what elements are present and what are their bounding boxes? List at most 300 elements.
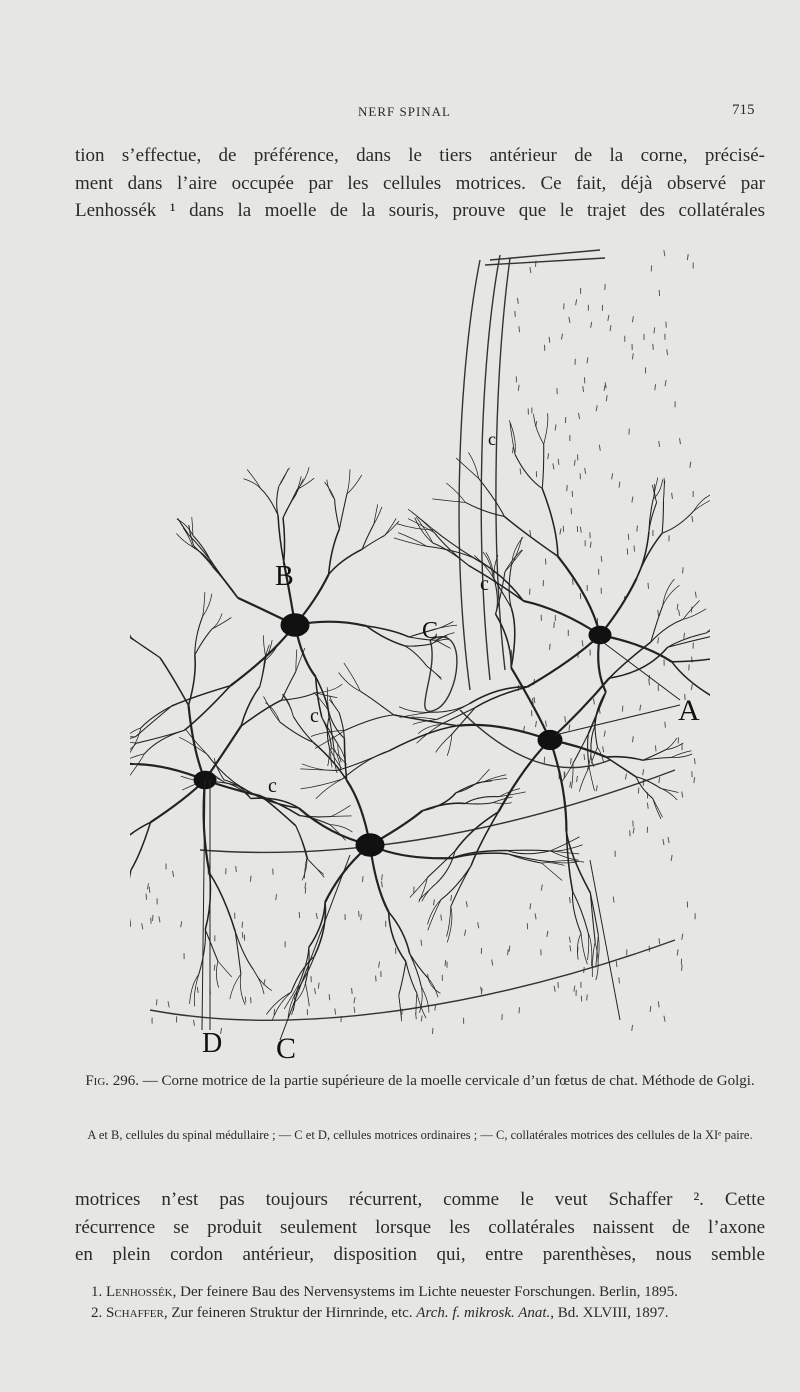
stipple-dash: [354, 997, 355, 1003]
stipple-dash: [530, 267, 531, 273]
neuron-cells: [194, 614, 611, 856]
label-B: B: [275, 561, 294, 592]
dendrite: [339, 673, 361, 692]
dendrite: [344, 738, 346, 780]
stipple-dash: [359, 911, 360, 917]
dendrite: [577, 934, 581, 960]
stipple-dash: [558, 459, 559, 465]
stipple-dash: [658, 610, 659, 616]
stipple-dash: [362, 876, 363, 882]
stipple-dash: [580, 527, 581, 533]
dendrite: [653, 799, 663, 818]
dendrite: [195, 616, 203, 655]
dendrite: [471, 812, 498, 866]
stipple-dash: [604, 385, 605, 391]
stipple-dash: [682, 567, 683, 573]
footnote-author: Lenhossék: [106, 1284, 173, 1300]
stipple-dash: [664, 1016, 665, 1022]
dendrite: [663, 481, 664, 502]
dendrite: [422, 883, 437, 901]
stipple-dash: [276, 894, 277, 900]
stipple-dash: [596, 785, 597, 791]
stipple-dash: [667, 349, 668, 355]
stipple-dash: [632, 1025, 633, 1031]
stipple-dash: [318, 983, 319, 989]
stipple-dash: [149, 887, 150, 893]
dendrite: [296, 648, 305, 671]
stipple-dash: [692, 516, 693, 522]
label-c-4: c: [488, 429, 496, 449]
stipple-dash: [654, 327, 655, 333]
stipple-dash: [584, 754, 585, 760]
footnote-journal: Arch. f. mikrosk. Anat.: [416, 1305, 551, 1321]
label-c-2: c: [268, 775, 277, 797]
dendrite: [600, 578, 637, 635]
stipple-dash: [509, 946, 510, 952]
stipple-dash: [561, 334, 562, 340]
stipple-dash: [445, 960, 446, 966]
figure-number: Fig. 296.: [85, 1073, 140, 1089]
stipple-dash: [535, 913, 536, 919]
dendrite: [230, 974, 241, 999]
dendrite: [308, 859, 324, 874]
stipple-dash: [194, 1020, 195, 1026]
dendrite: [581, 934, 587, 965]
dendrite: [280, 722, 314, 742]
stipple-dash: [305, 882, 306, 888]
stipple-dash: [555, 424, 556, 430]
dendrite: [479, 479, 505, 517]
dendrite: [331, 805, 350, 816]
stipple-dash: [632, 316, 633, 322]
stipple-dash: [354, 1007, 355, 1013]
dendrite: [511, 608, 515, 668]
stipple-dash: [590, 542, 591, 548]
stipple-dash: [549, 337, 550, 343]
stipple-dash: [519, 326, 520, 332]
stipple-dash: [655, 745, 656, 751]
dendrite: [309, 902, 325, 947]
stipple-dash: [520, 468, 521, 474]
dendrite: [542, 863, 562, 880]
stipple-dash: [250, 997, 251, 1003]
dendrite: [329, 549, 363, 574]
cell-body: [538, 730, 562, 749]
stipple-dash: [603, 746, 604, 752]
stipple-dash: [659, 777, 660, 783]
stipple-dash: [610, 325, 611, 331]
label-A: A: [678, 694, 700, 727]
stipple-dash: [214, 965, 215, 971]
dendrite: [672, 656, 710, 662]
stipple-dash: [236, 866, 237, 872]
stipple-dash: [677, 949, 678, 955]
figure-legend: A et B, cellules du spinal médullaire ; — C et D, cellules motrices ordinaires ; — C, collatérales motrices des cellules de la XIᵉ paire.: [87, 1128, 753, 1142]
text-line: ment dans l’aire occupée par les cellules motrices. Ce fait, déjà observé par: [75, 172, 765, 194]
stipple-dash: [250, 876, 251, 882]
dendrite: [484, 775, 506, 782]
dendrite: [550, 678, 609, 740]
dendrite: [347, 469, 350, 494]
body-paragraph-top: [75, 142, 765, 225]
stipple-dash: [578, 413, 579, 419]
dendrite: [468, 452, 478, 478]
stipple-dash: [508, 949, 509, 955]
stipple-dash: [421, 1016, 422, 1022]
dendrite: [534, 414, 544, 444]
stipple-dash: [634, 546, 635, 552]
dendrite: [683, 609, 706, 619]
dendrite: [315, 730, 345, 748]
stipple-dash: [570, 945, 571, 951]
dendrite: [389, 726, 457, 751]
stipple-dash: [557, 388, 558, 394]
dendrite: [339, 494, 346, 529]
dendrite: [437, 625, 457, 629]
stipple-dash: [650, 1006, 651, 1012]
stipple-dash: [587, 994, 588, 1000]
label-pointer-lines: [202, 640, 680, 1040]
label-c-3: c: [480, 573, 489, 595]
dendrite: [653, 799, 661, 819]
dendrite: [389, 912, 406, 962]
stipple-dash: [682, 792, 683, 798]
dendrite: [405, 644, 432, 646]
dendrite: [434, 533, 468, 566]
stipple-dash: [173, 871, 174, 877]
stipple-dash: [335, 1009, 336, 1015]
dendrite: [374, 507, 382, 524]
stipple-dash: [465, 930, 466, 936]
stipple-dash: [560, 528, 561, 534]
dendrite: [366, 626, 409, 637]
dendrite: [329, 717, 334, 748]
dendrite: [263, 635, 265, 657]
dendrite: [240, 974, 245, 1005]
text-line: en plein cordon antérieur, disposition qui, entre parenthèses, nous semble: [75, 1244, 765, 1265]
stipple-dash: [643, 769, 644, 775]
dendrite: [515, 454, 542, 488]
stipple-dash: [530, 530, 531, 536]
dendrite: [504, 516, 557, 556]
stipple-dash: [690, 462, 691, 468]
caption-text: — Corne motrice de la partie supérieure de la moelle cervicale d’un fœtus de chat. Méthode de Golgi.: [139, 1073, 755, 1089]
dendrite: [130, 728, 141, 754]
dendrite: [247, 470, 260, 489]
stipple-dash: [677, 604, 678, 610]
body-paragraph-bottom: [75, 1186, 765, 1269]
dendrite: [399, 962, 406, 996]
dendrite: [493, 797, 513, 803]
stipple-dash: [314, 988, 315, 994]
stipple-dash: [613, 897, 614, 903]
dendrite: [447, 734, 452, 756]
dendrite: [637, 533, 663, 578]
stipple-dash: [587, 357, 588, 363]
dendrite: [419, 883, 436, 899]
stipple-dash: [619, 977, 620, 983]
stipple-dash: [382, 874, 383, 880]
stipple-dash: [591, 322, 592, 328]
stipple-dash: [593, 698, 594, 704]
stipple-dash: [605, 382, 606, 388]
stipple-dash: [181, 921, 182, 927]
dendrite: [588, 932, 589, 960]
stipple-dash: [168, 1001, 169, 1007]
dendrite: [282, 694, 293, 716]
stipple-dash: [147, 883, 148, 889]
stipple-dash: [632, 736, 633, 742]
stipple-dash: [633, 827, 634, 833]
stipple-dash: [441, 915, 442, 921]
stipple-dash: [146, 894, 147, 900]
grey-matter-stipple: [142, 250, 697, 1034]
footnote-number: 1.: [91, 1284, 106, 1300]
dendrite: [661, 789, 678, 793]
stipple-dash: [554, 986, 555, 992]
label-C-bottom: C: [276, 1032, 297, 1065]
running-header: [0, 100, 800, 124]
dendrite: [385, 521, 400, 535]
dendrite: [130, 822, 151, 848]
cell-body: [281, 614, 309, 636]
footnote: [75, 1283, 765, 1302]
dendrite: [671, 751, 691, 758]
dendrite: [144, 730, 184, 753]
dendrite: [550, 740, 566, 832]
dendrite: [210, 559, 238, 597]
stipple-dash: [655, 384, 656, 390]
label-c-1: c: [310, 705, 319, 727]
dendrite: [706, 609, 710, 633]
dendrite: [160, 658, 189, 706]
dendrite: [398, 533, 426, 547]
text-line: Lenhossék ¹ dans la moelle de la souris, prouve que le trajet des collatérales: [75, 200, 765, 221]
cell-body: [356, 834, 384, 856]
dendrite: [212, 617, 232, 629]
stipple-dash: [691, 684, 692, 690]
footnotes: [75, 1283, 765, 1325]
stipple-dash: [687, 254, 688, 260]
stipple-dash: [553, 463, 554, 469]
dendrite: [261, 489, 278, 516]
dendrite: [385, 518, 397, 535]
dendrite: [432, 499, 465, 502]
dendrite: [301, 779, 343, 789]
stipple-dash: [612, 473, 613, 479]
dendrite: [218, 961, 232, 977]
stipple-dash: [640, 705, 641, 711]
dendrite: [130, 905, 131, 927]
dendrite: [544, 413, 548, 444]
stipple-dash: [466, 901, 467, 907]
dendrite: [130, 870, 131, 905]
stipple-dash: [433, 899, 434, 905]
dendrite: [192, 517, 193, 535]
stipple-dash: [648, 583, 649, 589]
figure-caption: [75, 1072, 765, 1091]
stipple-dash: [316, 913, 317, 919]
dendrite: [210, 873, 236, 931]
stipple-dash: [585, 468, 586, 474]
dendrite: [542, 444, 544, 488]
stipple-dash: [432, 1028, 433, 1034]
dendrite: [131, 822, 150, 869]
stipple-dash: [684, 633, 685, 639]
stipple-dash: [329, 994, 330, 1000]
dendrite: [360, 691, 393, 715]
stipple-dash: [545, 721, 546, 727]
stipple-dash: [576, 299, 577, 305]
stipple-dash: [682, 965, 683, 971]
footnote-text: , Der feinere Bau des Nervensystems im Lichte neuester Forschungen. Berlin, 1895.: [172, 1284, 678, 1300]
stipple-dash: [197, 987, 198, 993]
stipple-dash: [421, 940, 422, 946]
footnote-tail: , Bd. XLVIII, 1897.: [550, 1305, 669, 1321]
dendrite: [511, 668, 550, 740]
stipple-dash: [671, 855, 672, 861]
stipple-dash: [569, 725, 570, 731]
dendrite: [469, 565, 524, 600]
dendrite: [410, 954, 428, 979]
stipple-dash: [680, 438, 681, 444]
dendrite: [316, 779, 343, 799]
cell-body: [589, 626, 611, 644]
stipple-dash: [583, 386, 584, 392]
dendrite: [457, 725, 550, 740]
dendrite: [507, 850, 550, 851]
dendrite: [590, 893, 595, 942]
dendrite: [498, 740, 550, 812]
dendrite: [465, 502, 504, 516]
stipple-dash: [548, 453, 549, 459]
page-number: 715: [732, 102, 755, 118]
dendrite: [591, 726, 595, 751]
dendrite: [130, 754, 144, 782]
dendrite: [595, 726, 598, 748]
dendrite: [421, 987, 429, 1013]
dendrite: [508, 854, 542, 863]
stipple-dash: [570, 897, 571, 903]
stipple-dash: [577, 776, 578, 782]
stipple-dash: [682, 934, 683, 940]
dendrite: [297, 478, 314, 489]
dendrite: [405, 646, 427, 666]
stipple-dash: [665, 722, 666, 728]
dendrite: [694, 497, 710, 511]
stipple-dash: [596, 405, 597, 411]
stipple-dash: [694, 777, 695, 783]
label-D: D: [202, 1028, 223, 1059]
dendrite: [527, 635, 600, 687]
dendrite: [662, 511, 694, 534]
stipple-dash: [570, 781, 571, 787]
stipple-dash: [517, 298, 518, 304]
stipple-dash: [512, 447, 513, 453]
stipple-dash: [379, 962, 380, 968]
dendrite: [668, 633, 706, 647]
dendrite: [451, 866, 471, 907]
dendrite: [189, 536, 209, 560]
dendrite: [446, 483, 465, 502]
footnote-number: 2.: [91, 1305, 106, 1321]
text-line: tion s’effectue, de préférence, dans le tiers antérieur de la corne, précisé-: [75, 145, 765, 166]
dendrite: [666, 743, 683, 749]
dendrite: [666, 738, 677, 750]
stipple-dash: [541, 885, 542, 891]
dendrite: [408, 519, 434, 533]
running-title: NERF SPINAL: [358, 104, 451, 119]
dendrite: [428, 900, 441, 931]
stipple-dash: [601, 556, 602, 562]
stipple-dash: [604, 731, 605, 737]
stipple-dash: [569, 317, 570, 323]
dendrite: [579, 767, 589, 792]
dendrite: [394, 715, 458, 726]
dendrite: [342, 751, 388, 779]
stipple-dash: [665, 380, 666, 386]
dendrite: [662, 501, 663, 533]
stipple-dash: [616, 961, 617, 967]
stipple-dash: [658, 1001, 659, 1007]
stipple-dash: [658, 637, 659, 643]
stipple-dash: [664, 250, 665, 256]
dendrite: [283, 489, 297, 518]
dendrite: [430, 704, 470, 713]
text-line: motrices n’est pas toujours récurrent, comme le veut Schaffer ². Cette: [75, 1189, 765, 1210]
stipple-dash: [653, 344, 654, 350]
stipple-dash: [672, 493, 673, 499]
dendrite: [651, 619, 683, 642]
dendrite: [592, 942, 595, 977]
dendrite: [551, 862, 578, 863]
dendrite: [394, 538, 427, 546]
dendrite: [277, 487, 279, 516]
dendrite: [296, 826, 307, 858]
dendrite: [436, 640, 451, 648]
dendrite: [562, 764, 573, 782]
dendrite: [550, 837, 579, 851]
stipple-dash: [659, 938, 660, 944]
stipple-dash: [632, 353, 633, 359]
stipple-dash: [159, 916, 160, 922]
dendrite: [447, 907, 452, 943]
stipple-dash: [695, 592, 696, 598]
stipple-dash: [647, 803, 648, 809]
stipple-dash: [608, 315, 609, 321]
stipple-dash: [352, 988, 353, 994]
stipple-dash: [694, 758, 695, 764]
stipple-dash: [534, 697, 535, 703]
dendrite: [566, 832, 590, 893]
dendrite: [331, 816, 351, 817]
stipple-dash: [637, 526, 638, 532]
stipple-dash: [659, 441, 660, 447]
dendrite: [422, 793, 456, 811]
dendrite: [305, 983, 309, 1006]
stipple-dash: [619, 482, 620, 488]
dendrite: [131, 638, 160, 658]
dendrite: [281, 671, 295, 700]
stipple-dash: [668, 837, 669, 843]
stipple-dash: [565, 716, 566, 722]
stipple-dash: [632, 496, 633, 502]
dendrite: [416, 993, 417, 1014]
stipple-dash: [569, 937, 570, 943]
dendrite: [668, 635, 710, 648]
dendrite: [573, 891, 588, 932]
dendrite: [493, 577, 512, 608]
